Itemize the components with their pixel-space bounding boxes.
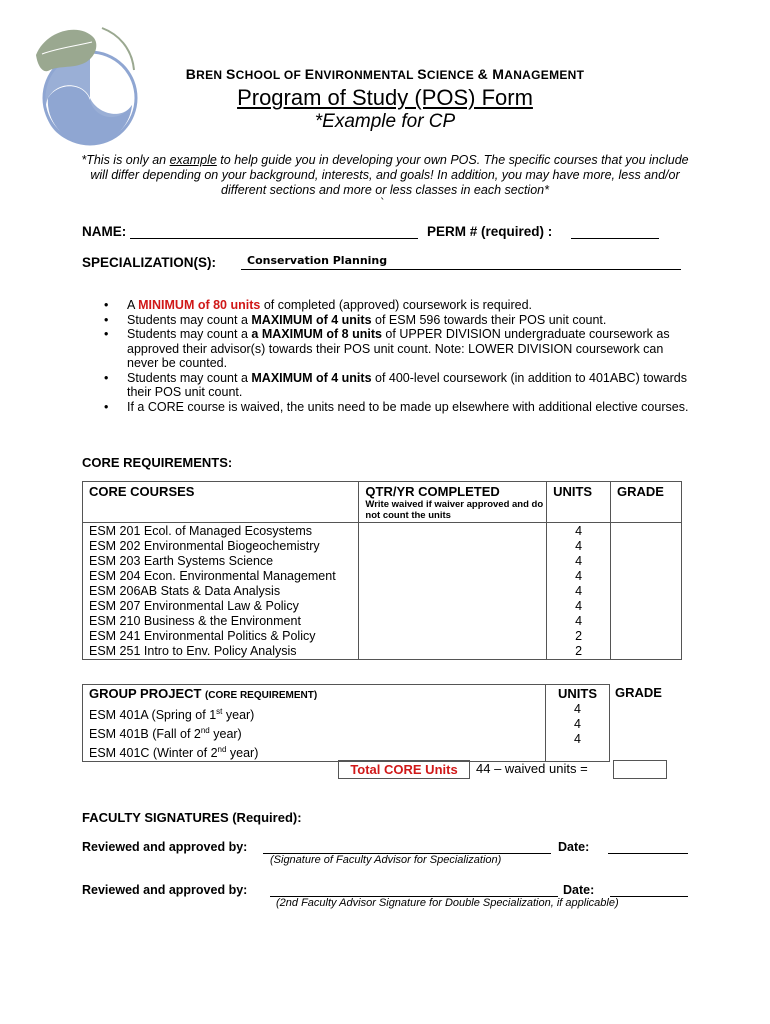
col-grade: GRADE bbox=[611, 482, 682, 523]
bullet-item: • Students may count a MAXIMUM of 4 units of 400-level coursework (in addition to 401ABC) towards their POS unit count. bbox=[82, 371, 692, 400]
qtr-yr-input-cell[interactable] bbox=[359, 523, 547, 660]
total-core-units-formula: 44 – waived units = bbox=[476, 761, 588, 776]
group-project-course: ESM 401C (Winter of 2nd year) bbox=[89, 745, 259, 761]
name-input-line[interactable] bbox=[130, 238, 418, 239]
reviewed-by-label-1: Reviewed and approved by: bbox=[82, 840, 248, 854]
signature-note-2: (2nd Faculty Advisor Signature for Double Specialization, if applicable) bbox=[276, 897, 619, 909]
col-units: UNITS bbox=[547, 482, 611, 523]
date-line-2[interactable] bbox=[610, 896, 688, 897]
requirements-bullets bbox=[82, 298, 692, 414]
perm-input-line[interactable] bbox=[571, 238, 659, 239]
faculty-signatures-heading: FACULTY SIGNATURES (Required): bbox=[82, 810, 302, 825]
table-body-row bbox=[83, 523, 682, 660]
core-requirements-heading: CORE REQUIREMENTS: bbox=[82, 455, 233, 470]
bullet-item: • Students may count a MAXIMUM of 4 units of ESM 596 towards their POS unit count. bbox=[82, 313, 692, 328]
group-project-course: ESM 401A (Spring of 1st year) bbox=[89, 707, 255, 723]
course-name: ESM 251 Intro to Env. Policy Analysis bbox=[89, 644, 297, 658]
course-list-cell bbox=[83, 523, 359, 660]
course-units: 4 bbox=[575, 524, 583, 538]
course-name: ESM 204 Econ. Environmental Management bbox=[89, 569, 336, 583]
course-units: 4 bbox=[575, 584, 583, 598]
units-cell bbox=[547, 523, 611, 660]
bullet-item: • If a CORE course is waived, the units need to be made up elsewhere with additional elective courses. bbox=[82, 400, 692, 415]
perm-label: PERM # (required) : bbox=[427, 224, 553, 239]
course-name: ESM 241 Environmental Politics & Policy bbox=[89, 629, 316, 643]
group-units: 4 bbox=[574, 702, 581, 716]
signature-note-1: (Signature of Faculty Advisor for Specialization) bbox=[270, 854, 502, 866]
total-core-units bbox=[338, 760, 665, 777]
bren-school-logo bbox=[28, 20, 138, 150]
stray-backtick: ` bbox=[380, 196, 386, 209]
course-name: ESM 207 Environmental Law & Policy bbox=[89, 599, 299, 613]
grade-input-cell[interactable] bbox=[611, 523, 682, 660]
course-name: ESM 201 Ecol. of Managed Ecosystems bbox=[89, 524, 313, 538]
course-name: ESM 210 Business & the Environment bbox=[89, 614, 301, 628]
course-name: ESM 206AB Stats & Data Analysis bbox=[89, 584, 281, 598]
bullet-item: • A MINIMUM of 80 units of completed (approved) coursework is required. bbox=[82, 298, 692, 313]
group-project-course: ESM 401B (Fall of 2nd year) bbox=[89, 726, 242, 742]
group-units-cell bbox=[546, 685, 610, 762]
course-units: 4 bbox=[575, 554, 583, 568]
course-name: ESM 203 Earth Systems Science bbox=[89, 554, 274, 568]
course-units: 2 bbox=[575, 629, 583, 643]
core-courses-table bbox=[82, 481, 682, 660]
group-units: 4 bbox=[574, 717, 581, 731]
col-core-courses: CORE COURSES bbox=[83, 482, 359, 523]
group-project-heading: GROUP PROJECT (CORE REQUIREMENT) bbox=[89, 686, 318, 701]
group-project-table bbox=[82, 684, 610, 762]
name-label: NAME: bbox=[82, 224, 127, 239]
total-core-units-input[interactable] bbox=[613, 760, 667, 779]
form-title: Program of Study (POS) Form bbox=[237, 85, 533, 110]
bullet-item: • Students may count a a MAXIMUM of 8 units of UPPER DIVISION undergraduate coursework as approved their advisor(s) towards their POS unit count. Note: LOWER DIVISION coursework can never be counted. bbox=[82, 327, 692, 371]
date-line-1[interactable] bbox=[608, 853, 688, 854]
course-units: 4 bbox=[575, 569, 583, 583]
specialization-label: SPECIALIZATION(S): bbox=[82, 255, 216, 270]
form-subtitle: *Example for CP bbox=[314, 111, 456, 132]
course-name: ESM 202 Environmental Biogeochemistry bbox=[89, 539, 320, 553]
date-label-1: Date: bbox=[558, 840, 590, 854]
group-units: 4 bbox=[574, 732, 581, 746]
group-grade-header: GRADE bbox=[615, 685, 662, 700]
date-label-2: Date: bbox=[563, 883, 595, 897]
course-units: 2 bbox=[575, 644, 583, 658]
course-units: 4 bbox=[575, 614, 583, 628]
group-project-cell bbox=[83, 685, 546, 762]
col-qtr-yr: QTR/YR COMPLETED Write waived if waiver approved and do not count the units bbox=[359, 482, 547, 523]
course-units: 4 bbox=[575, 599, 583, 613]
group-units-header: UNITS bbox=[558, 686, 598, 701]
table-header-row bbox=[83, 482, 682, 523]
specialization-value: Conservation Planning bbox=[247, 254, 388, 267]
specialization-input-line[interactable] bbox=[241, 269, 681, 270]
course-units: 4 bbox=[575, 539, 583, 553]
organization-name: BREN SCHOOL OF ENVIRONMENTAL SCIENCE & MANAGEMENT bbox=[185, 66, 585, 82]
intro-note: *This is only an example to help guide you in developing your own POS. The specific courses that you include will differ depending on your background, interests, and goals! In addition, you may have more, less and/or different sections and more or less classes in each section* bbox=[81, 153, 689, 197]
total-core-units-label: Total CORE Units bbox=[338, 760, 470, 779]
group-project-row bbox=[83, 685, 610, 762]
reviewed-by-label-2: Reviewed and approved by: bbox=[82, 883, 248, 897]
